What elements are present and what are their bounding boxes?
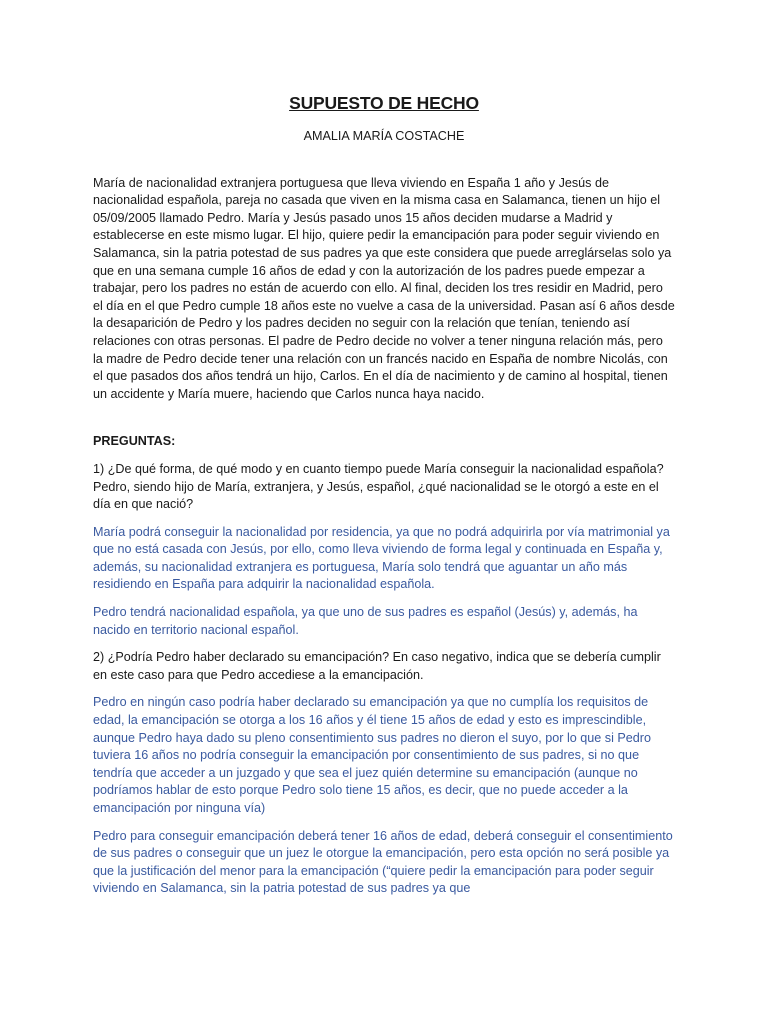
document-author: AMALIA MARÍA COSTACHE [303,129,465,143]
answer-2-part-2: Pedro para conseguir emancipación deberá tener 16 años de edad, deberá conseguir el consentimiento de sus padres o conseguir que un juez le otorgue la emancipación, pero esta opción no será posible ya que la justificación del menor para la emancipación (“quiere pedir la emancipación para poder seguir viviendo en Salamanca, sin la patria potestad de sus padres ya que [93,828,673,896]
questions-heading: PREGUNTAS: [93,434,176,449]
question-1: 1) ¿De qué forma, de qué modo y en cuanto tiempo puede María conseguir la nacionalidad española? Pedro, siendo hijo de María, extranjera, y Jesús, español, ¿qué nacionalidad se le otorgó a este en el día en que nació? [93,461,664,512]
answer-2-part-1: Pedro en ningún caso podría haber declarado su emancipación ya que no cumplía los requisitos de edad, la emancipación se otorga a los 16 años y él tiene 15 años de edad y esto es imprescindible, aunque Pedro haya dado su pleno consentimiento sus padres no dieron el suyo, por lo que si Pedro tuviera 16 años no podría conseguir la emancipación por consentimiento de sus padres, si no que tendría que acceder a un juzgado y que sea el juez quién determine su emancipación (aunque no podríamos hablar de esto porque Pedro solo tiene 15 años, es decir, que no puede acceder a la emancipación por ninguna vía) [93,695,651,815]
answer-1-part-1: María podrá conseguir la nacionalidad por residencia, ya que no podrá adquirirla por vía matrimonial ya que no está casada con Jesús, por ello, como lleva viviendo de forma legal y continuada en España y, además, su nacionalidad extranjera es portuguesa, María solo tendrá que aguantar un año más residiendo en España para adquirir la nacionalidad española. [93,524,670,592]
case-facts-paragraph: María de nacionalidad extranjera portuguesa que lleva viviendo en España 1 año y Jesús de nacionalidad española, pareja no casada que viven en la misma casa en Salamanca, tienen un hijo el 05/09/2005 llamado Pedro. María y Jesús pasado unos 15 años deciden mudarse a Madrid y establecerse en este mismo lugar. El hijo, quiere pedir la emancipación para poder seguir viviendo en Salamanca, sin la patria potestad de sus padres ya que este considera que puede arreglárselas solo ya que en una semana cumple 16 años de edad y con la autorización de los padres puede empezar a trabajar, pero los padres no están de acuerdo con ello. Al final, deciden los tres residir en Madrid, pero el día en el que Pedro cumple 18 años este no vuelve a casa de la universidad. Pasan así 6 años desde la desaparición de Pedro y los padres deciden no seguir con la relación que tenían, teniendo así relaciones con otras personas. El padre de Pedro decide no volver a tener ninguna relación más, pero la madre de Pedro decide tener una relación con un francés nacido en España de nombre Nicolás, con el que pasados dos años tendrá un hijo, Carlos. En el día de nacimiento y de camino al hospital, tienen un accidente y María muere, haciendo que Carlos nunca haya nacido. [93,175,675,401]
document-page [93,80,675,898]
answer-1-part-2: Pedro tendrá nacionalidad española, ya que uno de sus padres es español (Jesús) y, además, ha nacido en territorio nacional español. [93,605,638,637]
question-2: 2) ¿Podría Pedro haber declarado su emancipación? En caso negativo, indica que se debería cumplir en este caso para que Pedro accediese a la emancipación. [93,650,661,682]
document-title: SUPUESTO DE HECHO [289,93,479,113]
